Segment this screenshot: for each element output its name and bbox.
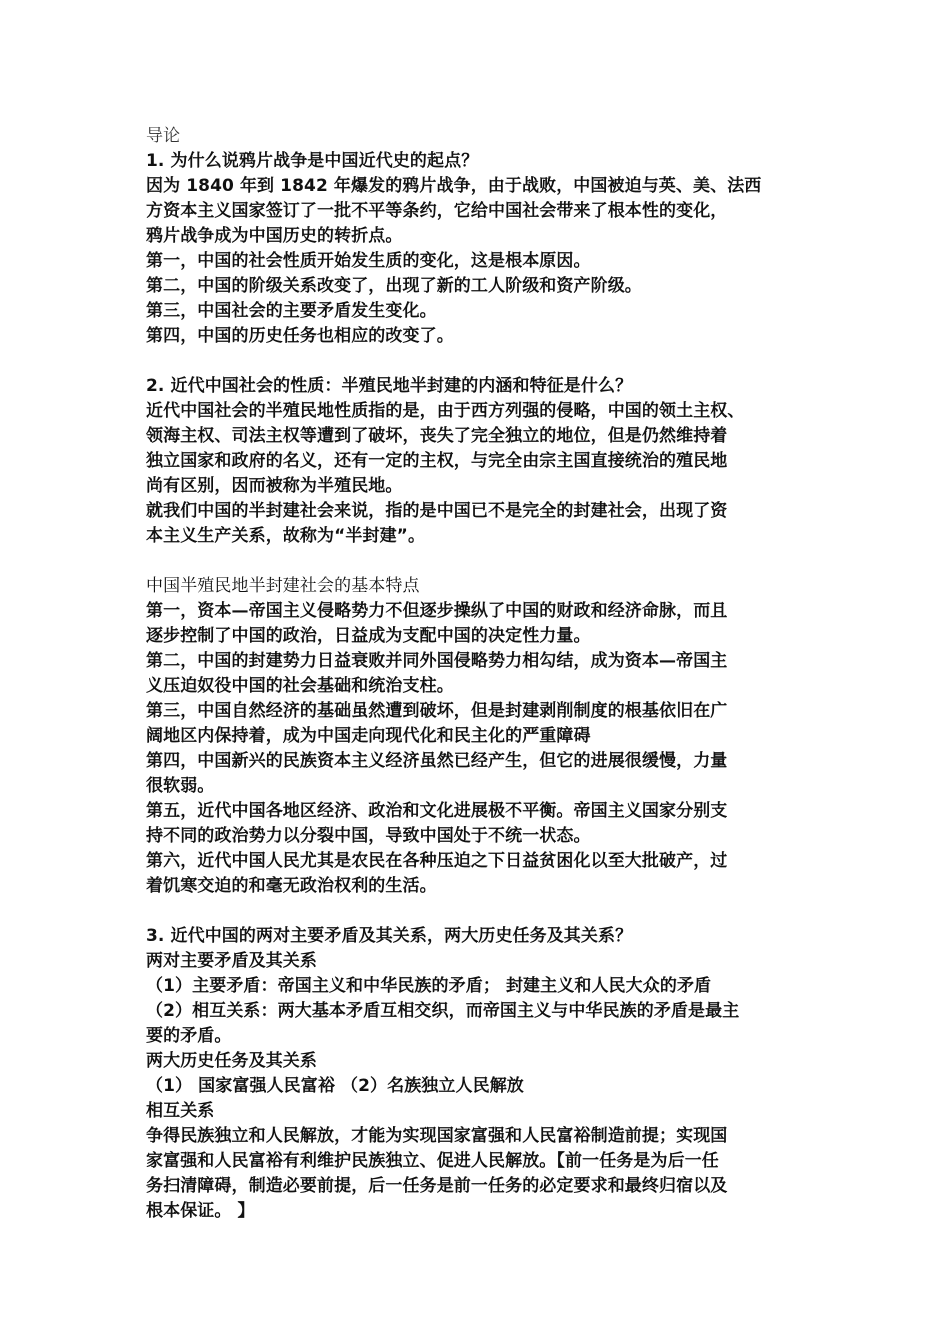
paragraph-line: 根本保证。 】 bbox=[146, 1201, 255, 1221]
doc-title: 导论 bbox=[146, 126, 181, 146]
paragraph-line: 近代中国社会的半殖民地性质指的是，由于西方列强的侵略，中国的领土主权、 bbox=[146, 401, 745, 421]
paragraph-line: 第一，中国的社会性质开始发生质的变化，这是根本原因。 bbox=[146, 251, 591, 271]
paragraph-line: 第三，中国社会的主要矛盾发生变化。 bbox=[146, 301, 437, 321]
paragraph-line: 独立国家和政府的名义，还有一定的主权，与完全由宗主国直接统治的殖民地 bbox=[146, 451, 728, 471]
paragraph-line: 要的矛盾。 bbox=[146, 1026, 232, 1046]
paragraph-line: 逐步控制了中国的政治，日益成为支配中国的决定性力量。 bbox=[146, 626, 591, 646]
paragraph-line: 务扫清障碍，制造必要前提，后一任务是前一任务的必定要求和最终归宿以及 bbox=[146, 1176, 728, 1196]
paragraph-line: 阔地区内保持着，成为中国走向现代化和民主化的严重障碍 bbox=[146, 726, 591, 746]
paragraph-line: 第五，近代中国各地区经济、政治和文化进展极不平衡。帝国主义国家分别支 bbox=[146, 801, 728, 821]
question-1-heading: 1. 为什么说鸦片战争是中国近代史的起点？ bbox=[146, 151, 479, 171]
paragraph-line: （2）相互关系：两大基本矛盾互相交织，而帝国主义与中华民族的矛盾是最主 bbox=[146, 1001, 740, 1021]
paragraph-line: 因为 1840 年到 1842 年爆发的鸦片战争，由于战败，中国被迫与英、美、法西 bbox=[146, 176, 762, 196]
paragraph-line: 就我们中国的半封建社会来说，指的是中国已不是完全的封建社会，出现了资 bbox=[146, 501, 728, 521]
paragraph-line: 第二，中国的阶级关系改变了，出现了新的工人阶级和资产阶级。 bbox=[146, 276, 642, 296]
spacer bbox=[146, 349, 840, 374]
paragraph-line: 领海主权、司法主权等遭到了破坏，丧失了完全独立的地位，但是仍然维持着 bbox=[146, 426, 728, 446]
spacer bbox=[146, 899, 840, 924]
paragraph-line: 义压迫奴役中国的社会基础和统治支柱。 bbox=[146, 676, 454, 696]
paragraph-line: 家富强和人民富裕有利维护民族独立、促进人民解放。【前一任务是为后一任 bbox=[146, 1151, 719, 1171]
paragraph-line: 尚有区别，因而被称为半殖民地。 bbox=[146, 476, 403, 496]
paragraph-line: 方资本主义国家签订了一批不平等条约，它给中国社会带来了根本性的变化， bbox=[146, 201, 728, 221]
features-heading: 中国半殖民地半封建社会的基本特点 bbox=[146, 576, 420, 596]
paragraph-line: 本主义生产关系，故称为“半封建”。 bbox=[146, 526, 426, 546]
paragraph-line: 着饥寒交迫的和毫无政治权利的生活。 bbox=[146, 876, 437, 896]
paragraph-line: 相互关系 bbox=[146, 1101, 215, 1121]
paragraph-line: （1）主要矛盾：帝国主义和中华民族的矛盾； 封建主义和人民大众的矛盾 bbox=[146, 976, 712, 996]
paragraph-line: （1） 国家富强人民富裕 （2）名族独立人民解放 bbox=[146, 1076, 524, 1096]
paragraph-line: 争得民族独立和人民解放，才能为实现国家富强和人民富裕制造前提；实现国 bbox=[146, 1126, 728, 1146]
paragraph-line: 鸦片战争成为中国历史的转折点。 bbox=[146, 226, 403, 246]
paragraph-line: 很软弱。 bbox=[146, 776, 215, 796]
spacer bbox=[146, 549, 840, 574]
paragraph-line: 第二，中国的封建势力日益衰败并同外国侵略势力相勾结，成为资本—帝国主 bbox=[146, 651, 728, 671]
paragraph-line: 两大历史任务及其关系 bbox=[146, 1051, 317, 1071]
paragraph-line: 持不同的政治势力以分裂中国，导致中国处于不统一状态。 bbox=[146, 826, 591, 846]
paragraph-line: 第四，中国的历史任务也相应的改变了。 bbox=[146, 326, 454, 346]
paragraph-line: 第六，近代中国人民尤其是农民在各种压迫之下日益贫困化以至大批破产，过 bbox=[146, 851, 728, 871]
question-3-heading: 3. 近代中国的两对主要矛盾及其关系，两大历史任务及其关系？ bbox=[146, 926, 633, 946]
paragraph-line: 第三，中国自然经济的基础虽然遭到破坏，但是封建剥削制度的根基依旧在广 bbox=[146, 701, 728, 721]
paragraph-line: 第一，资本—帝国主义侵略势力不但逐步操纵了中国的财政和经济命脉，而且 bbox=[146, 601, 728, 621]
question-2-heading: 2. 近代中国社会的性质：半殖民地半封建的内涵和特征是什么？ bbox=[146, 376, 633, 396]
paragraph-line: 第四，中国新兴的民族资本主义经济虽然已经产生，但它的进展很缓慢，力量 bbox=[146, 751, 728, 771]
paragraph-line: 两对主要矛盾及其关系 bbox=[146, 951, 317, 971]
